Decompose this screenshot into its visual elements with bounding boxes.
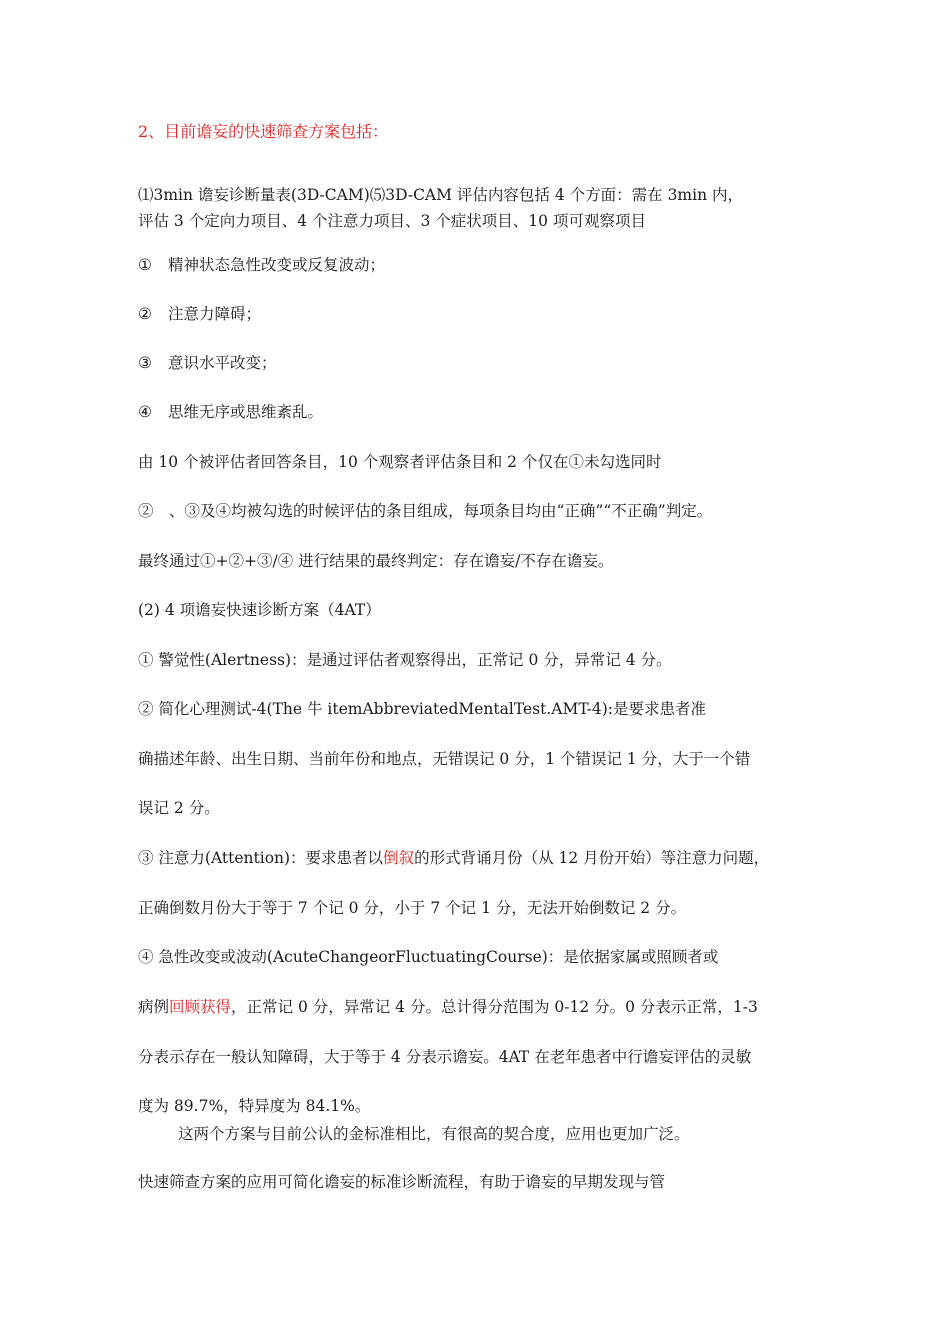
cam-item-4 [138, 400, 323, 424]
item-marker: ② [138, 305, 152, 323]
fourat-item-4-line-1: ④ 急性改变或波动(AcuteChangeorFluctuatingCourse)：是依据家属或照顾者或 [138, 948, 719, 966]
fourat-item-2-line-1: ② 简化心理测试-4(The 牛 itemAbbreviatedMentalTest.AMT-4):是要求患者准 [138, 700, 707, 718]
section-heading: 2、目前谵妄的快速筛查方案包括： [138, 122, 389, 141]
text-segment: 的形式背诵月份（从 12 月份开始）等注意力问题， [414, 849, 770, 867]
cam-paragraph-3: 最终通过①+②+③/④ 进行结果的最终判定：存在谵妄/不存在谵妄。 [138, 552, 614, 570]
cam-intro-line-2: 评估 3 个定向力项目、4 个注意力项目、3 个症状项目、10 项可观察项目 [138, 212, 646, 230]
text-segment: ③ 注意力(Attention)：要求患者以 [138, 849, 384, 867]
item-text: 思维无序或思维紊乱。 [168, 403, 324, 421]
fourat-item-4-line-2 [138, 995, 758, 1019]
cam-item-2 [138, 302, 261, 326]
item-text: 注意力障碍； [168, 305, 262, 323]
highlight-text: 倒叙 [383, 849, 415, 867]
summary-paragraph: 这两个方案与目前公认的金标准相比，有很高的契合度，应用也更加广泛。 [178, 1125, 690, 1143]
fourat-item-1: ① 警觉性(Alertness)：是通过评估者观察得出，正常记 0 分，异常记 4 分。 [138, 651, 672, 669]
cam-paragraph-1: 由 10 个被评估者回答条目，10 个观察者评估条目和 2 个仅在①未勾选同时 [138, 453, 662, 471]
fourat-title: (2) 4 项谵妄快速诊断方案（4AT） [138, 601, 381, 619]
item-marker: ④ [138, 403, 152, 421]
item-marker: ③ [138, 354, 152, 372]
fourat-item-3-line-2: 正确倒数月份大于等于 7 个记 0 分，小于 7 个记 1 分，无法开始倒数记 2 分。 [138, 899, 687, 917]
fourat-item-3-line-1 [138, 846, 769, 870]
fourat-item-2-line-3: 误记 2 分。 [138, 799, 220, 817]
highlight-text: 回顾获得 [169, 998, 232, 1016]
cam-item-1 [138, 253, 385, 277]
cam-paragraph-2: ② 、③及④均被勾选的时候评估的条目组成，每项条目均由“正确”“不正确”判定。 [138, 502, 713, 520]
text-segment: ，正常记 0 分，异常记 4 分。总计得分范围为 0-12 分。0 分表示正常，1-3 [231, 998, 758, 1016]
item-text: 意识水平改变； [168, 354, 277, 372]
item-marker: ① [138, 256, 152, 274]
cam-intro-line-1: ⑴3min 谵妄诊断量表(3D-CAM)⑸3D-CAM 评估内容包括 4 个方面：需在 3min 内， [138, 186, 743, 204]
text-segment: 病例 [138, 998, 170, 1016]
cam-item-3 [138, 351, 277, 375]
fourat-item-4-line-3: 分表示存在一般认知障碍，大于等于 4 分表示谵妄。4AT 在老年患者中行谵妄评估的灵敏 [138, 1048, 752, 1066]
fourat-item-2-line-2: 确描述年龄、出生日期、当前年份和地点，无错误记 0 分，1 个错误记 1 分，大于一个错 [138, 750, 751, 768]
fourat-item-4-line-4: 度为 89.7%，特异度为 84.1%。 [138, 1097, 371, 1115]
closing-paragraph: 快速筛查方案的应用可简化谵妄的标准诊断流程，有助于谵妄的早期发现与管 [138, 1173, 666, 1191]
item-text: 精神状态急性改变或反复波动； [168, 256, 386, 274]
